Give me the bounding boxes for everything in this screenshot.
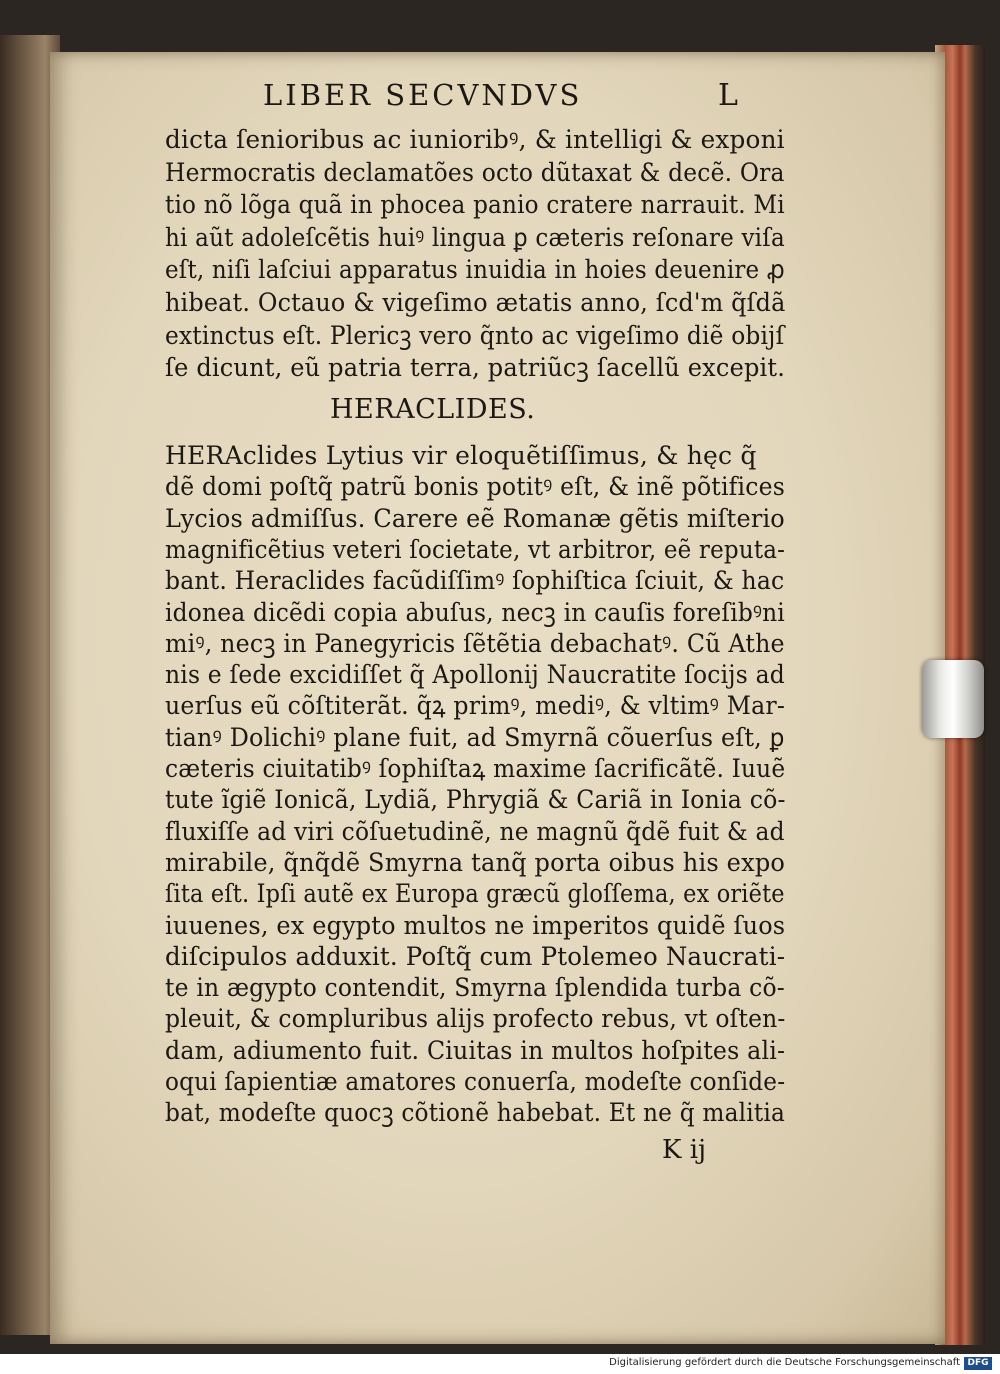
text-line: idonea dicẽdi copia abuſus, necꝫ in cauſis foreſibꝰni — [165, 597, 785, 627]
folio-number: L — [718, 78, 738, 113]
text-line: HERAclides Lytius vir eloquẽtiſſimus, & hęc q̃ — [165, 441, 757, 470]
text-line: extinctus eſt. Plericꝫ vero q̃nto ac vigeſimo diẽ obijſ — [165, 320, 785, 350]
text-line: uerſus eũ cõſtiterãt. q̃ꝝ primꝰ, mediꝰ, & vltimꝰ Mar- — [165, 691, 786, 721]
text-line: diſcipulos adduxit. Poſtq̃ cum Ptolemeo Naucrati- — [165, 941, 786, 971]
signature-mark: K ij — [662, 1135, 707, 1165]
text-line: bat, modeſte quocꝫ cõtionẽ habebat. Et ne q̃ malitia — [165, 1098, 786, 1128]
text-line: eſt, niſi laſciui apparatus inuidia in hoies deuenire ꝓ — [165, 255, 785, 285]
text-line: dam, adiumento fuit. Ciuitas in multos hoſpites ali- — [165, 1035, 786, 1065]
text-line: iuuenes, ex egypto multos ne imperitos quidẽ ſuos — [165, 910, 786, 940]
footer-credit: Digitalisierung gefördert durch die Deutsche Forschungsgemeinschaft — [609, 1357, 960, 1368]
text-line: bant. Heraclides facũdiſſimꝰ ſophiſtica ſciuit, & hac — [165, 566, 785, 596]
text-line: hibeat. Octauo & vigeſimo ætatis anno, ſcd'm q̃ſdã — [165, 288, 786, 317]
footer-bar — [0, 1354, 1000, 1374]
text-line: cæteris ciuitatibꝰ ſophiſtaꝝ maxime ſacrificãtẽ. Iuuẽ — [165, 754, 786, 783]
text-line: mirabile, q̃nq̃dẽ Smyrna tanq̃ porta oibus his expo — [165, 847, 786, 877]
section-heading: HERACLIDES. — [330, 394, 536, 425]
text-line: hi aũt adoleſcẽtis huiꝰ lingua ꝑ cæteris reſonare viſa — [165, 222, 785, 252]
dfg-logo: DFG — [964, 1357, 992, 1370]
text-line: dicta ſenioribus ac iunioribꝰ, & intelligi & exponi — [165, 125, 785, 154]
text-line: fluxiſſe ad viri cõſuetudinẽ, ne magnũ q̃dẽ fuit & ad — [165, 816, 785, 846]
text-line: ſe dicunt, eũ patria terra, patriũcꝫ ſacellũ excepit. — [165, 353, 786, 383]
running-head: LIBER SECVNDVS — [263, 78, 583, 112]
text-line: ſita eſt. Ipſi autẽ ex Europa græcũ gloſſema, ex oriẽte — [165, 879, 785, 909]
text-line: oqui ſapientiæ amatores conuerſa, modeſte conſide- — [165, 1067, 786, 1096]
text-line: nis e ſede excidiſſet q̃ Apollonij Naucratite ſocijs ad — [165, 660, 785, 690]
text-line: magnificẽtius veteri ſocietate, vt arbitror, eẽ reputa- — [165, 534, 786, 564]
text-line: pleuit, & compluribus alijs profecto rebus, vt oſten- — [165, 1004, 786, 1034]
page-clip-holder — [922, 660, 984, 738]
text-line: Hermocratis declamatões octo dũtaxat & decẽ. Ora — [165, 157, 785, 187]
text-line: miꝰ, necꝫ in Panegyricis ſẽtẽtia debachatꝰ. Cũ Athe — [165, 628, 785, 658]
text-line: tianꝰ Dolichiꝰ plane fuit, ad Smyrnã cõuerſus eſt, ꝑ — [165, 722, 785, 752]
text-line: dẽ domi poſtq̃ patrũ bonis potitꝰ eſt, & inẽ põtifices — [165, 472, 786, 502]
text-line: tute ĩgiẽ Ionicã, Lydiã, Phrygiã & Cariã in Ionia cõ- — [165, 785, 786, 815]
text-line: te in ægypto contendit, Smyrna ſplendida turba cõ- — [165, 973, 785, 1003]
text-line: tio nõ lõga quã in phocea panio cratere narrauit. Mi — [165, 190, 785, 220]
text-line: Lycios admiſſus. Carere eẽ Romanæ gẽtis miſterio — [165, 503, 785, 533]
